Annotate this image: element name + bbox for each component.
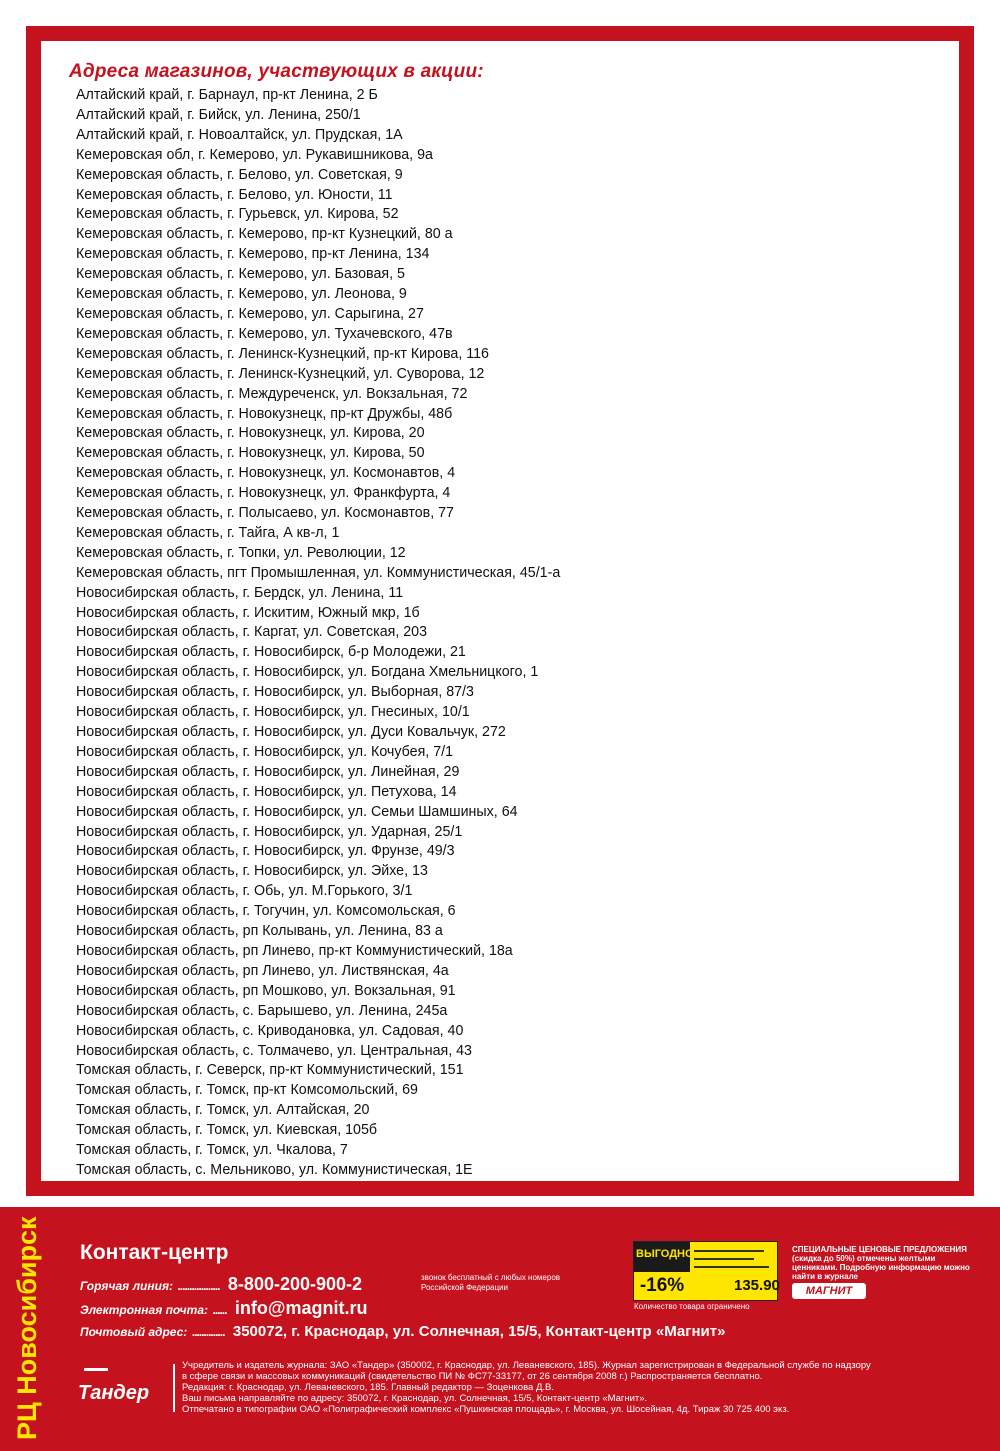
address-item: Новосибирская область, г. Новосибирск, ул. Богдана Хмельницкого, 1 <box>76 663 539 681</box>
address-item: Новосибирская область, г. Новосибирск, ул. Линейная, 29 <box>76 762 460 780</box>
address-item: Томская область, г. Томск, ул. Чкалова, 7 <box>76 1141 348 1159</box>
publisher-line: в сфере связи и массовых коммуникаций (свидетельство ПИ № ФС77-33177, от 26 сентября 2008 г.) Распространяется бесплатно. <box>182 1371 763 1382</box>
address-item: Томская область, г. Томск, пр-кт Комсомольский, 69 <box>76 1081 418 1099</box>
hotline-label: Горячая линия: <box>80 1279 173 1293</box>
address-item: Алтайский край, г. Бийск, ул. Ленина, 250/1 <box>76 105 361 123</box>
dot-leader: ...... <box>212 1303 227 1317</box>
promo-badge-label: ВЫГОДНО <box>636 1248 694 1260</box>
publisher-line: Отпечатано в типографии ОАО «Полиграфический комплекс «Пушкинская площадь», г. Москва, ул. Шосейная, 4д. Тираж 30 725 400 экз. <box>182 1404 790 1415</box>
address-item: Кемеровская область, г. Новокузнецк, ул. Кирова, 50 <box>76 444 425 462</box>
dot-leader: .................. <box>177 1279 220 1293</box>
promo-tag-line <box>694 1250 764 1252</box>
address-item: Кемеровская область, г. Гурьевск, ул. Кирова, 52 <box>76 205 399 223</box>
footer-divider <box>173 1364 175 1412</box>
address-item: Новосибирская область, г. Новосибирск, ул. Эйхе, 13 <box>76 862 428 880</box>
address-item: Алтайский край, г. Барнаул, пр-кт Ленина, 2 Б <box>76 86 378 103</box>
magnit-logo: МАГНИТ <box>792 1283 866 1299</box>
publisher-line: Учредитель и издатель журнала: ЗАО «Тандер» (350002, г. Краснодар, ул. Леваневского, 185). Журнал зарегистрирован в Федеральной службе по надзору <box>182 1360 871 1371</box>
address-item: Кемеровская область, г. Тайга, А кв-л, 1 <box>76 523 340 541</box>
hotline-note: звонок бесплатный с любых номеров Российской Федерации <box>421 1273 561 1292</box>
address-item: Новосибирская область, рп Линево, пр-кт Коммунистический, 18а <box>76 941 513 959</box>
address-item: Новосибирская область, г. Новосибирск, ул. Выборная, 87/3 <box>76 683 474 701</box>
addresses-heading: Адреса магазинов, участвующих в акции: <box>69 61 484 82</box>
address-item: Томская область, г. Томск, ул. Алтайская, 20 <box>76 1101 370 1119</box>
promo-caption: Количество товара ограничено <box>634 1302 750 1311</box>
address-item: Новосибирская область, г. Бердск, ул. Ленина, 11 <box>76 583 404 601</box>
address-item: Кемеровская обл, г. Кемерово, ул. Рукавишникова, 9а <box>76 145 433 163</box>
address-item: Новосибирская область, г. Новосибирск, ул. Дуси Ковальчук, 272 <box>76 723 506 740</box>
address-item: Кемеровская область, г. Кемерово, пр-кт Ленина, 134 <box>76 245 430 263</box>
address-item: Новосибирская область, рп Колывань, ул. Ленина, 83 а <box>76 922 443 940</box>
promo-tag-line <box>694 1266 769 1268</box>
address-item: Кемеровская область, г. Кемерово, ул. Тухачевского, 47в <box>76 324 453 342</box>
address-item: Кемеровская область, г. Кемерово, ул. Леонова, 9 <box>76 285 407 303</box>
address-item: Новосибирская область, г. Обь, ул. М.Горького, 3/1 <box>76 882 413 900</box>
address-item: Кемеровская область, г. Кемерово, ул. Базовая, 5 <box>76 265 405 283</box>
dot-leader: .............. <box>191 1325 225 1339</box>
address-item: Новосибирская область, г. Новосибирск, ул. Фрунзе, 49/3 <box>76 842 455 860</box>
address-item: Кемеровская область, г. Ленинск-Кузнецкий, пр-кт Кирова, 116 <box>76 344 489 362</box>
address-item: Кемеровская область, пгт Промышленная, ул. Коммунистическая, 45/1-а <box>76 563 561 581</box>
postal-row <box>80 1323 725 1341</box>
email-row <box>80 1298 367 1319</box>
promo-price-tag <box>633 1241 778 1301</box>
tander-logo: Тандер <box>78 1374 164 1412</box>
address-item: Кемеровская область, г. Междуреченск, ул. Вокзальная, 72 <box>76 384 468 402</box>
hotline-row <box>80 1274 362 1295</box>
address-list <box>76 85 586 1180</box>
address-item: Кемеровская область, г. Полысаево, ул. Космонавтов, 77 <box>76 504 454 522</box>
address-item: Новосибирская область, рп Мошково, ул. Вокзальная, 91 <box>76 981 456 999</box>
publisher-line: Ваш письма направляйте по адресу: 350072, г. Краснодар, ул. Солнечная, 15/5, Контакт-центр «Магнит». <box>182 1393 648 1404</box>
address-item: Кемеровская область, г. Топки, ул. Революции, 12 <box>76 543 406 561</box>
promo-discount: -16% <box>634 1272 690 1300</box>
address-item: Новосибирская область, рп Линево, ул. Листвянская, 4а <box>76 961 449 979</box>
address-item: Новосибирская область, г. Новосибирск, ул. Кочубея, 7/1 <box>76 742 454 760</box>
address-item: Новосибирская область, г. Искитим, Южный мкр, 1б <box>76 603 420 621</box>
address-item: Новосибирская область, г. Тогучин, ул. Комсомольская, 6 <box>76 902 456 920</box>
address-item: Кемеровская область, г. Новокузнецк, пр-кт Дружбы, 48б <box>76 404 453 422</box>
address-item: Томская область, г. Томск, ул. Киевская, 105б <box>76 1121 378 1139</box>
promo-tag-line <box>694 1258 754 1260</box>
address-item: Кемеровская область, г. Белово, ул. Юности, 11 <box>76 185 393 203</box>
postal-address: 350072, г. Краснодар, ул. Солнечная, 15/5, Контакт-центр «Магнит» <box>232 1323 726 1340</box>
address-item: Кемеровская область, г. Новокузнецк, ул. Кирова, 20 <box>76 424 425 442</box>
address-item: Новосибирская область, г. Новосибирск, ул. Петухова, 14 <box>76 782 457 800</box>
address-item: Новосибирская область, с. Толмачево, ул. Центральная, 43 <box>76 1041 473 1059</box>
address-item: Кемеровская область, г. Белово, ул. Советская, 9 <box>76 165 403 183</box>
address-item: Новосибирская область, г. Новосибирск, ул. Гнесиных, 10/1 <box>76 703 470 721</box>
address-item: Кемеровская область, г. Ленинск-Кузнецкий, ул. Суворова, 12 <box>76 364 485 382</box>
address-item: Алтайский край, г. Новоалтайск, ул. Прудская, 1А <box>76 125 403 143</box>
email-link[interactable]: info@magnit.ru <box>234 1298 368 1318</box>
addresses-panel <box>41 41 959 1181</box>
address-item: Кемеровская область, г. Новокузнецк, ул. Космонавтов, 4 <box>76 464 456 482</box>
promo-price: 135.90 <box>734 1277 780 1294</box>
addresses-frame <box>26 26 974 1196</box>
hotline-phone-link[interactable]: 8-800-200-900-2 <box>227 1274 363 1294</box>
address-item: Новосибирская область, г. Новосибирск, б-р Молодежи, 21 <box>76 643 466 661</box>
publisher-line: Редакция: г. Краснодар, ул. Леваневского, 185. Главный редактор — Зоценкова Д.В. <box>182 1382 554 1393</box>
address-item: Кемеровская область, г. Кемерово, пр-кт Кузнецкий, 80 а <box>76 225 453 243</box>
email-label: Электронная почта: <box>80 1303 208 1317</box>
promo-badge <box>634 1242 694 1300</box>
postal-label: Почтовый адрес: <box>80 1325 188 1339</box>
address-item: Кемеровская область, г. Кемерово, ул. Сарыгина, 27 <box>76 304 424 322</box>
region-title: РЦ Новосибирск <box>12 1216 42 1440</box>
address-item: Новосибирская область, г. Каргат, ул. Советская, 203 <box>76 623 428 641</box>
address-item: Томская область, г. Северск, пр-кт Коммунистический, 151 <box>76 1061 464 1079</box>
address-item: Томская область, с. Мельниково, ул. Коммунистическая, 1Е <box>76 1160 473 1178</box>
address-item: Новосибирская область, г. Новосибирск, ул. Ударная, 25/1 <box>76 822 463 840</box>
contact-center-title: Контакт-центр <box>80 1241 229 1264</box>
address-item: Кемеровская область, г. Новокузнецк, ул. Франкфурта, 4 <box>76 484 451 502</box>
address-item: Новосибирская область, с. Барышево, ул. Ленина, 245а <box>76 1001 448 1019</box>
promo-description: СПЕЦИАЛЬНЫЕ ЦЕНОВЫЕ ПРЕДЛОЖЕНИЯ (скидка до 50%) отмечены желтыми ценниками. Подробную информацию можно найти в журнале <box>792 1245 970 1281</box>
address-item: Новосибирская область, г. Новосибирск, ул. Семьи Шамшиных, 64 <box>76 802 518 820</box>
address-item: Новосибирская область, с. Криводановка, ул. Садовая, 40 <box>76 1021 464 1039</box>
publisher-info <box>182 1360 972 1415</box>
